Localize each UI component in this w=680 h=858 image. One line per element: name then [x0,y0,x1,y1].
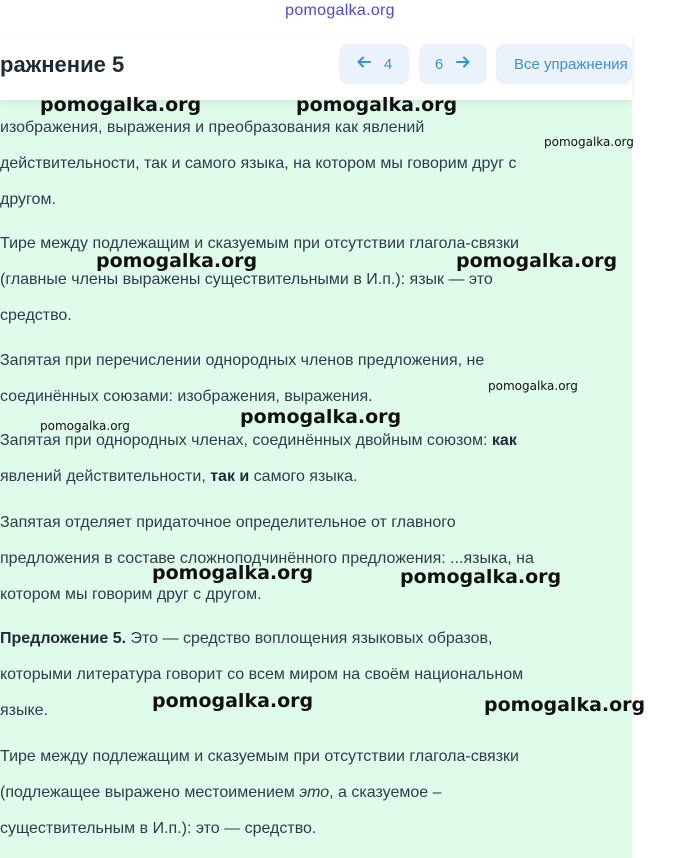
next-exercise-label: 6 [434,55,444,73]
prev-exercise-button[interactable] [339,44,409,84]
text-line: средство. [0,307,72,324]
text-line: Тире между подлежащим и сказуемым при отсутствии глагола-связки [0,235,519,252]
text-span: , а сказуемое – [329,784,442,801]
emphasis-text: как [491,432,517,449]
exercise-header [0,34,632,100]
arrow-right-icon [455,54,471,74]
watermark: pomogalka.org [488,379,578,393]
watermark: pomogalka.org [240,406,402,428]
text-line: другом. [0,191,56,208]
watermark: pomogalka.org [40,94,202,116]
arrow-left-icon [356,54,372,74]
text-line: действительности, так и самого языка, на котором мы говорим друг с [0,155,517,172]
text-line [0,621,628,657]
italic-text: это [299,784,330,801]
all-exercises-label: Все упражнения [514,55,628,73]
watermark: pomogalka.org [400,566,562,588]
text-line: существительным в И.п.): это — средство. [0,820,317,837]
watermark: pomogalka.org [152,562,314,584]
text-line: (главные члены выражены существительными в И.п.): язык — это [0,271,493,288]
exercise-title: ражнение 5 [0,52,125,77]
text-line [0,775,628,811]
text-line: соединённых союзами: изображения, выражения. [0,388,373,405]
all-exercises-button[interactable] [496,44,632,84]
text-span: самого языка. [249,468,358,485]
text-line: Запятая при перечислении однородных членов предложения, не [0,352,485,369]
watermark: pomogalka.org [40,419,130,433]
text-line: предложения в составе сложноподчинённого предложения: ...языка, на [0,550,534,567]
text-span: Запятая при однородных членах, соединённых двойным союзом: [0,432,492,449]
solution-content [0,100,632,858]
text-line [0,459,628,495]
text-span: Это — средство воплощения языковых образов, [126,630,493,647]
prev-exercise-label: 4 [383,55,393,73]
watermark: pomogalka.org [484,694,646,716]
text-line: котором мы говорим друг с другом. [0,586,262,603]
emphasis-text: так и [210,468,250,485]
text-line: языке. [0,702,49,719]
text-line: Запятая отделяет придаточное определительное от главного [0,514,456,531]
text-span: явлений действительности, [0,468,211,485]
top-watermark: pomogalka.org [285,2,395,19]
text-line: Тире между подлежащим и сказуемым при отсутствии глагола-связки [0,748,519,765]
watermark: pomogalka.org [544,135,634,149]
text-line: которыми литература говорит со всем миром на своём национальном [0,666,524,683]
watermark: pomogalka.org [96,250,258,272]
sentence-label: Предложение 5. [0,630,127,647]
watermark: pomogalka.org [296,94,458,116]
text-line: изображения, выражения и преобразования как явлений [0,119,425,136]
watermark: pomogalka.org [152,690,314,712]
text-span: (подлежащее выражено местоимением [0,784,300,801]
next-exercise-button[interactable] [419,44,487,84]
watermark: pomogalka.org [456,250,618,272]
